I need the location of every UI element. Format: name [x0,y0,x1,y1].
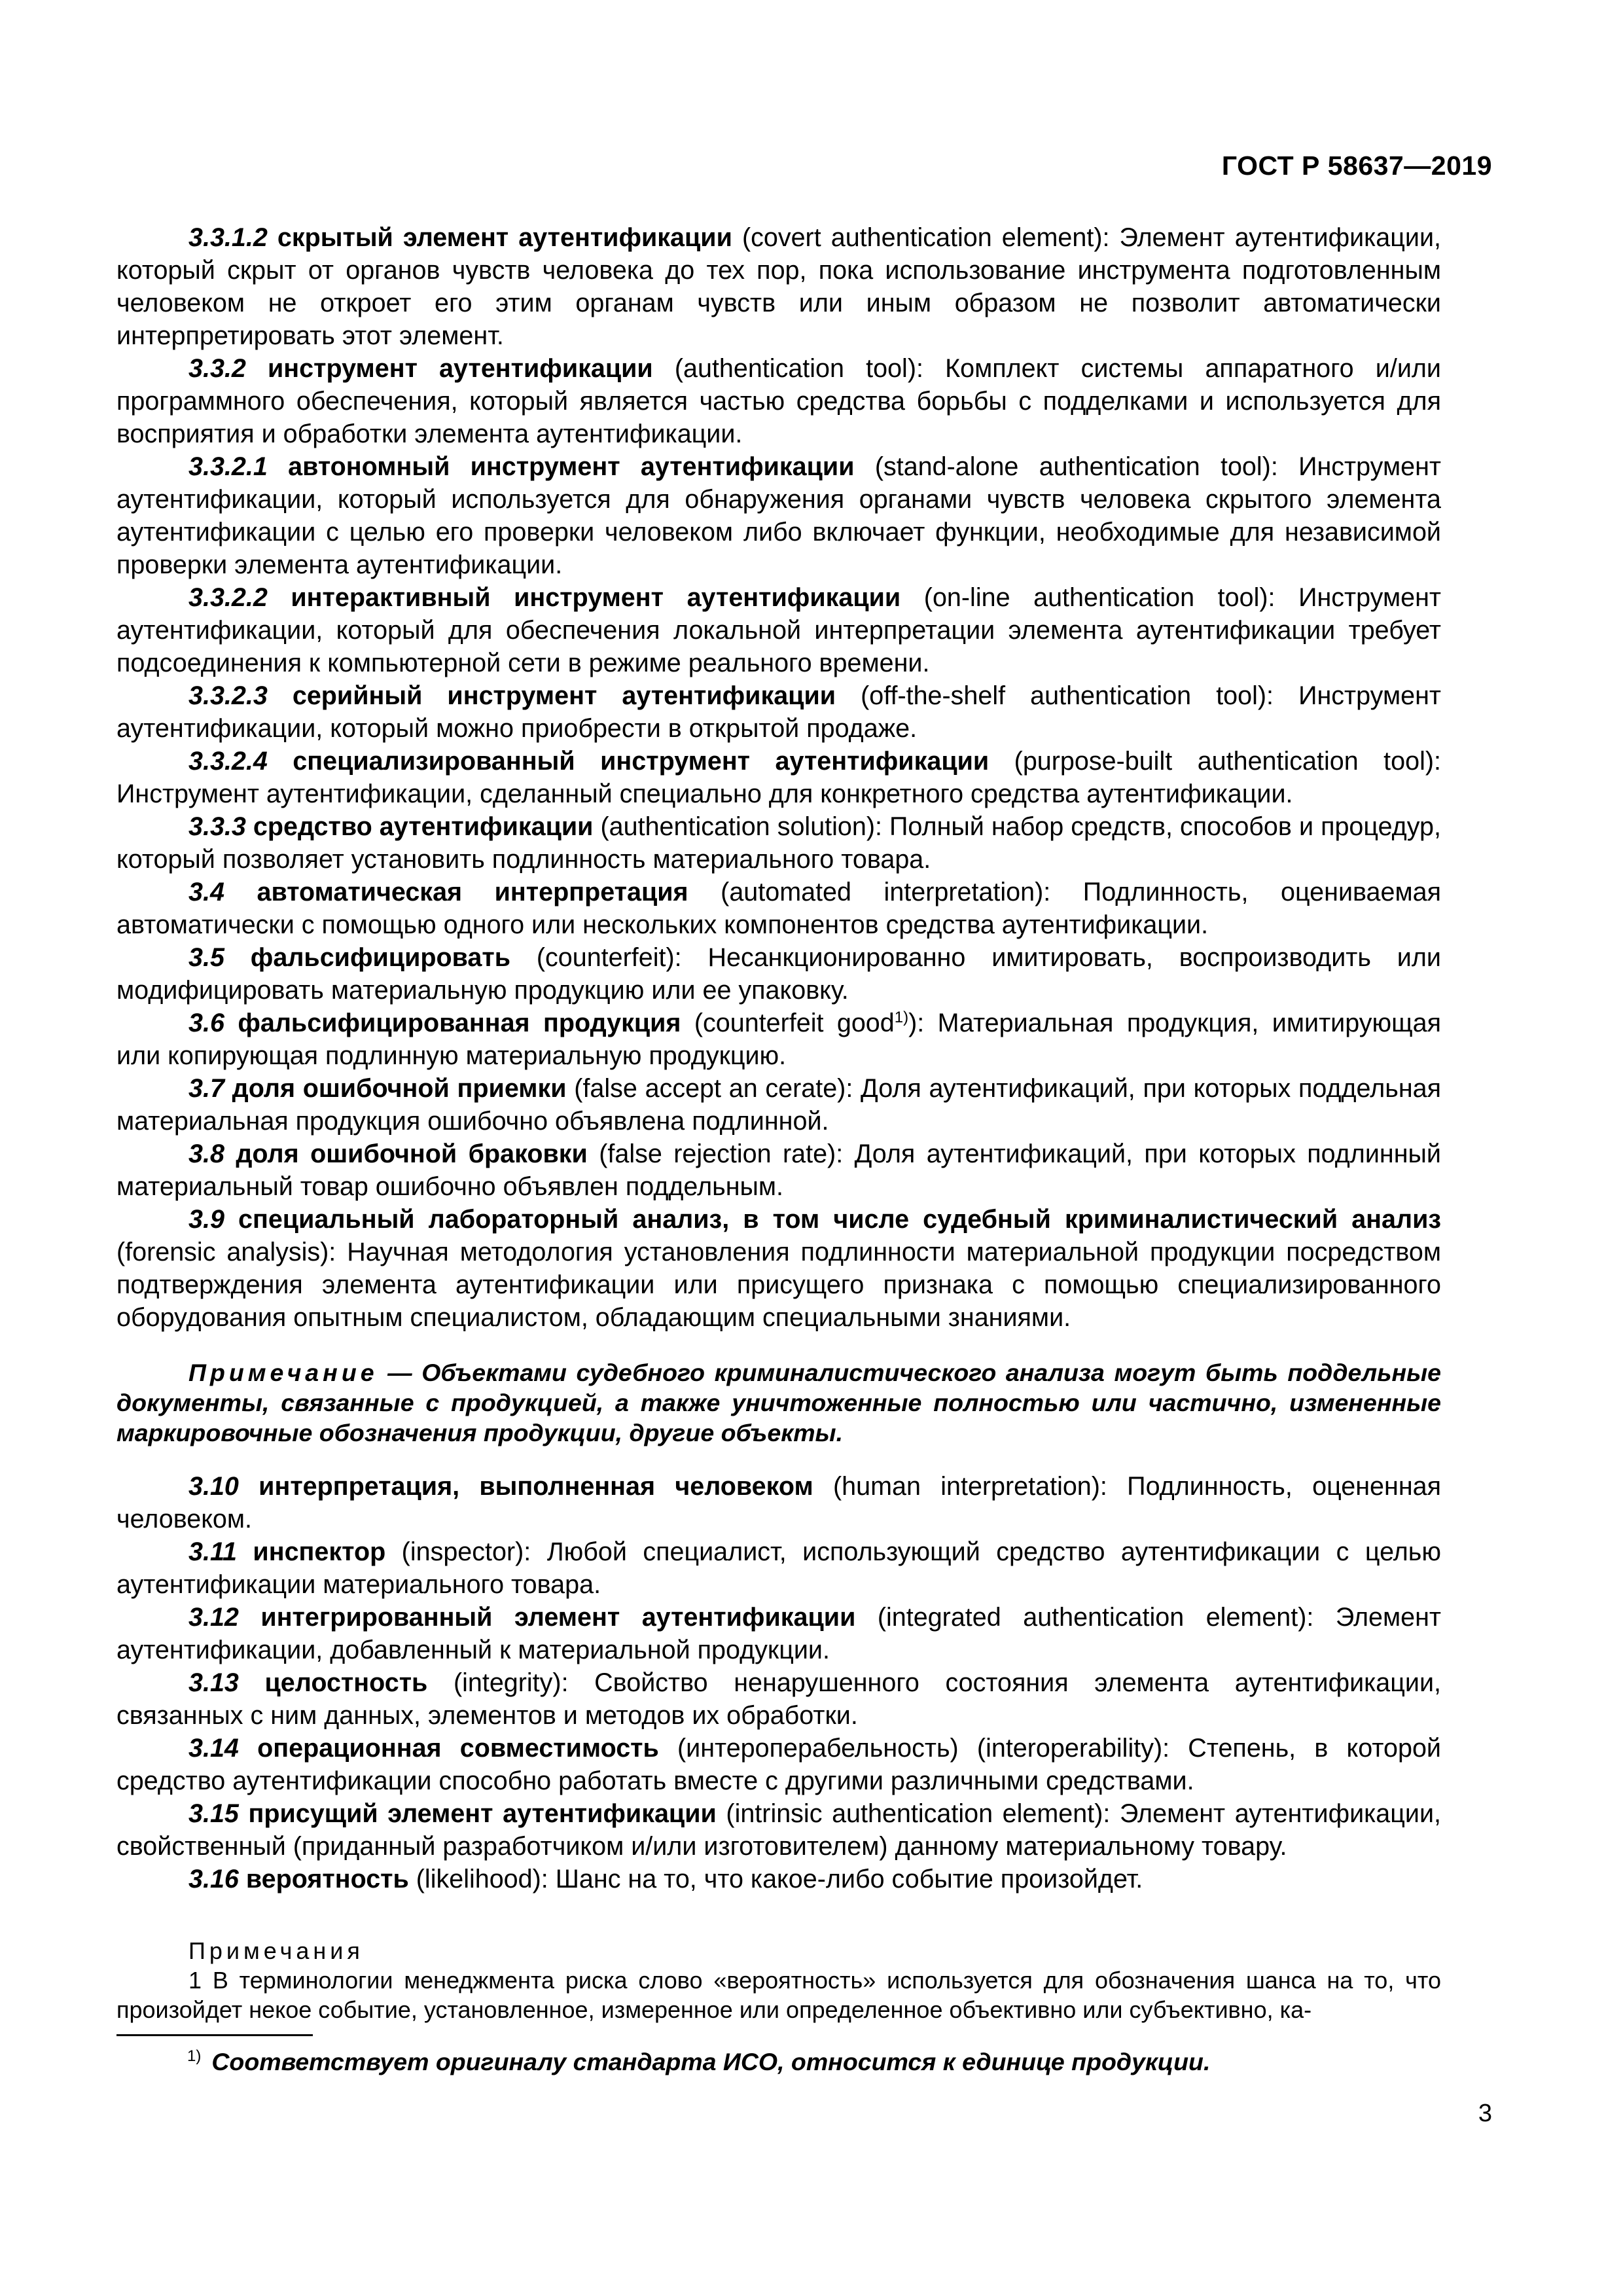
term-number: 3.3.3 [188,812,246,841]
term-number: 3.7 [188,1074,224,1103]
term-number: 3.4 [188,878,224,906]
term-name: средство аутентификации [253,812,594,841]
term-entry [116,679,1441,745]
term-entry [116,450,1441,581]
term-definition: (forensic analysis): Научная методология установления подлинности материальной продукции посредством подтверждения элемента аутентификации или присущего признака с помощью специализированного оборудования опытным специалистом, обладающим специальными знаниями. [116,1238,1441,1332]
term-definition: (authentication solution): Полный набор средств, способов и процедур, который позволяет установить подлинность материального товара. [116,812,1441,874]
term-entry [116,1470,1441,1535]
term-name: доля ошибочной приемки [232,1074,567,1103]
footnote [187,2047,1210,2076]
term-name: интегрированный элемент аутентификации [260,1603,856,1632]
term-number: 3.3.1.2 [188,223,268,252]
term-definition: (inspector): Любой специалист, использующий средство аутентификации с целью аутентификации материального товара. [116,1537,1441,1599]
page-number: 3 [1478,2100,1492,2127]
footnote-reference: 1) [894,1009,909,1026]
term-entry [116,1666,1441,1732]
term-entry [116,1601,1441,1666]
term-definition: (authentication tool): Комплект системы аппаратного и/или программного обеспечения, который является частью средства борьбы с подделками и используется для восприятия и обработки элемента аутентификации. [116,354,1441,448]
term-definition: (off-the-shelf authentication tool): Инструмент аутентификации, который можно приобрести в открытой продаже. [116,681,1441,743]
term-definition: (counterfeit good [681,1009,895,1037]
notes-block [116,1936,1441,2024]
term-entry [116,941,1441,1007]
term-number: 3.3.2.1 [188,452,268,481]
term-entry [116,1863,1441,1895]
term-definition: (purpose-built authentication tool): Инструмент аутентификации, сделанный специально для конкретного средства аутентификации. [116,747,1441,808]
term-name: интерактивный инструмент аутентификации [291,583,901,612]
term-number: 3.3.2.2 [188,583,268,612]
term-number: 3.5 [188,943,224,972]
term-number: 3.16 [188,1865,239,1893]
term-definition: (covert authentication element): Элемент аутентификации, который скрыт от органов чувств человека до тех пор, пока использование инструмента подготовленным человеком не откроет его этим органам чувств или иным образом не позволит автоматически интерпретировать этот элемент. [116,223,1441,350]
term-number: 3.11 [188,1537,237,1566]
document-body [116,221,1441,2024]
term-number: 3.14 [188,1734,239,1763]
term-entry [116,1797,1441,1863]
term-number: 3.3.2.4 [188,747,268,776]
note-label: Примечание [188,1359,378,1386]
term-entry [116,1535,1441,1601]
term-number: 3.3.2 [188,354,246,383]
term-definition: (интероперабельность) (interoperability): Степень, в которой средство аутентификации способно работать вместе с другими различными средствами. [116,1734,1441,1795]
term-name: доля ошибочной браковки [236,1139,588,1168]
term-definition: (integrated authentication element): Элемент аутентификации, добавленный к материальной продукции. [116,1603,1441,1664]
term-number: 3.12 [188,1603,239,1632]
term-definition: (on-line authentication tool): Инструмент аутентификации, который для обеспечения локальной интерпретации элемента аутентификации требует подсоединения к компьютерной сети в режиме реального времени. [116,583,1441,677]
term-definition: (human interpretation): Подлинность, оцененная человеком. [116,1472,1441,1534]
footnote-text: Соответствует оригиналу стандарта ИСО, относится к единице продукции. [211,2048,1211,2075]
term-number: 3.6 [188,1009,224,1037]
term-name: интерпретация, выполненная человеком [259,1472,813,1501]
term-entry [116,352,1441,450]
term-name: автоматическая интерпретация [257,878,688,906]
term-entry [116,581,1441,679]
term-name: фальсифицированная продукция [238,1009,681,1037]
term-entry [116,221,1441,352]
term-number: 3.9 [188,1205,224,1234]
term-entry [116,1138,1441,1203]
term-name: специальный лабораторный анализ, в том числе судебный криминалистический анализ [238,1205,1442,1234]
term-entry [116,1732,1441,1797]
term-name: специализированный инструмент аутентификации [293,747,990,776]
term-number: 3.15 [188,1799,239,1828]
term-entry [116,810,1441,876]
term-name: фальсифицировать [250,943,510,972]
document-code-header: ГОСТ Р 58637—2019 [1221,151,1492,181]
term-number: 3.10 [188,1472,239,1501]
term-definition: (false rejection rate): Доля аутентификаций, при которых подлинный материальный товар ошибочно объявлен поддельным. [116,1139,1441,1201]
term-name: операционная совместимость [257,1734,659,1763]
term-name: инструмент аутентификации [268,354,653,383]
notes-item: 1 В терминологии менеджмента риска слово «вероятность» используется для обозначения шанса на то, что произойдет некое событие, установленное, измеренное или определенное объективно или субъективно, ка- [116,1967,1441,2023]
term-number: 3.8 [188,1139,224,1168]
footnote-marker: 1) [187,2047,202,2065]
note-paragraph [116,1357,1441,1448]
term-name: присущий элемент аутентификации [248,1799,717,1828]
footnote-divider [116,2034,313,2036]
note-text: — Объектами судебного криминалистического анализа могут быть поддельные документы, связанные с продукцией, а также уничтоженные полностью или частично, измененные маркировочные обозначения продукции, другие объекты. [116,1359,1441,1446]
term-entry [116,1072,1441,1138]
term-name: вероятность [245,1865,409,1893]
term-name: автономный инструмент аутентификации [288,452,855,481]
term-entry [116,876,1441,941]
term-number: 3.13 [188,1668,239,1697]
term-definition: (integrity): Свойство ненарушенного состояния элемента аутентификации, связанных с ним данных, элементов и методов их обработки. [116,1668,1441,1730]
term-entry [116,745,1441,810]
term-name: скрытый элемент аутентификации [277,223,732,252]
term-definition: (counterfeit): Несанкционированно имитировать, воспроизводить или модифицировать материальную продукцию или ее упаковку. [116,943,1441,1005]
term-entry [116,1007,1441,1072]
term-number: 3.3.2.3 [188,681,268,710]
term-definition: (stand-alone authentication tool): Инструмент аутентификации, который используется для обнаружения органами чувств человека скрытого элемента аутентификации с целью его проверки человеком либо включает функции, необходимые для независимой проверки элемента аутентификации. [116,452,1441,579]
term-name: серийный инструмент аутентификации [292,681,836,710]
term-name: целостность [264,1668,428,1697]
term-definition: (automated interpretation): Подлинность, оцениваемая автоматически с помощью одного или нескольких компонентов средства аутентификации. [116,878,1441,939]
term-definition: (intrinsic authentication element): Элемент аутентификации, свойственный (приданный разработчиком и/или изготовителем) данному материальному товару. [116,1799,1441,1861]
term-definition: (likelihood): Шанс на то, что какое-либо событие произойдет. [408,1865,1143,1893]
term-entry [116,1203,1441,1334]
term-name: инспектор [253,1537,386,1566]
term-definition: (false accept an cerate): Доля аутентификаций, при которых поддельная материальная продукция ошибочно объявлена подлинной. [116,1074,1441,1136]
term-definition-continued: ): Материальная продукция, имитирующая или копирующая подлинную материальную продукцию. [116,1009,1441,1070]
notes-heading: Примечания [188,1937,364,1964]
